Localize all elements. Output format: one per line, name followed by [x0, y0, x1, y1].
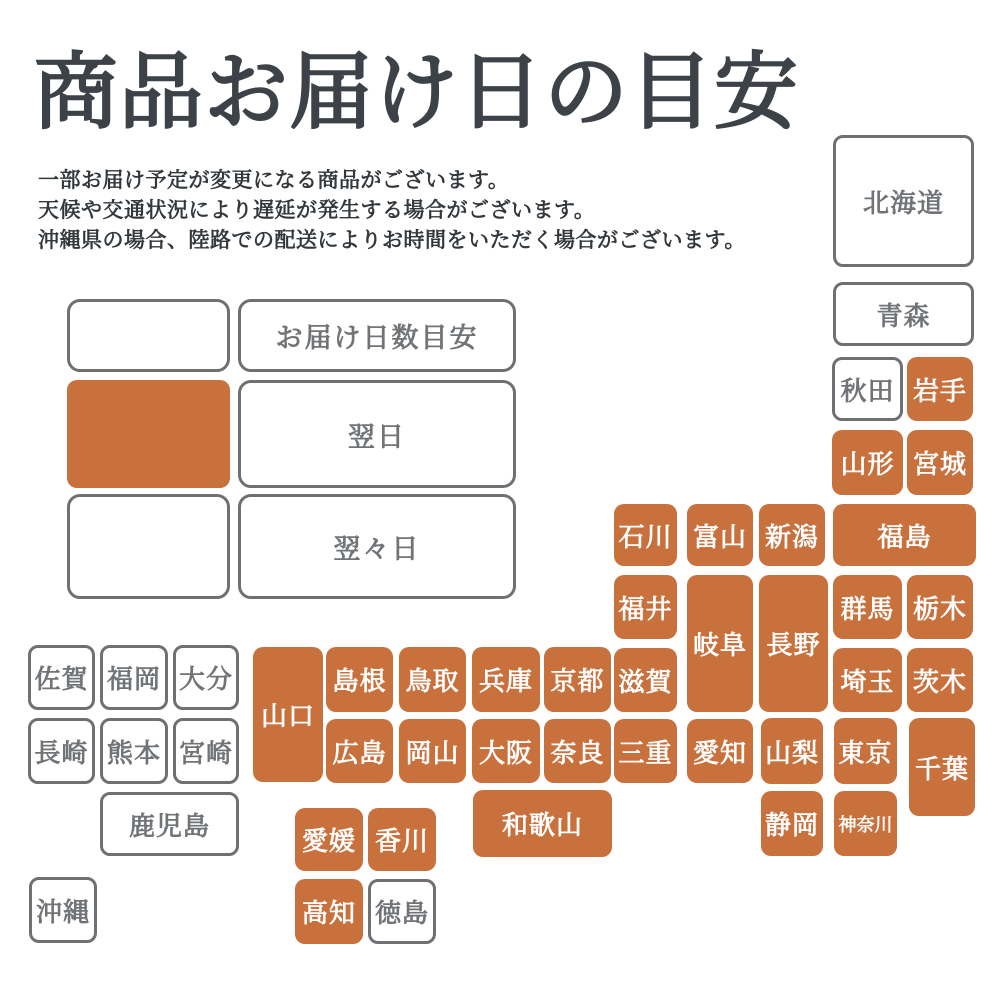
pref-nagasaki: 長崎 — [28, 718, 95, 784]
pref-fukuoka: 福岡 — [100, 645, 168, 710]
description-line-3: 沖縄県の場合、陸路での配送によりお時間をいただく場合がございます。 — [38, 229, 746, 252]
description — [38, 166, 746, 256]
pref-tochigi: 栃木 — [907, 575, 973, 639]
pref-tokyo: 東京 — [834, 718, 897, 784]
pref-gifu: 岐阜 — [687, 575, 753, 712]
pref-ishikawa: 石川 — [614, 504, 677, 566]
pref-toyama: 富山 — [687, 504, 753, 566]
pref-shimane: 島根 — [326, 647, 393, 712]
pref-yamaguchi: 山口 — [253, 647, 323, 782]
pref-oita: 大分 — [173, 645, 239, 710]
pref-aichi: 愛知 — [687, 719, 753, 783]
pref-gunma: 群馬 — [833, 575, 902, 639]
pref-kanagawa: 神奈川 — [834, 791, 897, 856]
pref-aomori: 青森 — [833, 282, 974, 346]
pref-yamanashi: 山梨 — [761, 718, 823, 784]
pref-kagoshima: 鹿児島 — [100, 792, 239, 856]
pref-shiga: 滋賀 — [614, 648, 677, 712]
pref-osaka: 大阪 — [472, 719, 540, 783]
pref-wakayama: 和歌山 — [473, 790, 612, 857]
pref-hokkaido: 北海道 — [833, 135, 974, 267]
pref-yamagata: 山形 — [832, 430, 903, 495]
pref-iwate: 岩手 — [907, 357, 973, 421]
pref-tottori: 鳥取 — [399, 647, 466, 712]
pref-saga: 佐賀 — [28, 645, 95, 710]
pref-nagano: 長野 — [759, 575, 828, 712]
pref-tokushima: 徳島 — [368, 879, 436, 944]
pref-saitama: 埼玉 — [833, 648, 902, 712]
pref-akita: 秋田 — [832, 357, 903, 421]
pref-kyoto: 京都 — [544, 647, 611, 712]
pref-niigata: 新潟 — [759, 504, 825, 566]
pref-ibaraki: 茨木 — [907, 648, 973, 712]
description-line-2: 天候や交通状況により遅延が発生する場合がございます。 — [38, 199, 596, 222]
pref-fukui: 福井 — [614, 575, 677, 639]
pref-kochi: 高知 — [295, 879, 363, 944]
legend-swatch-two-days — [67, 494, 230, 599]
pref-nara: 奈良 — [544, 719, 611, 783]
pref-miyagi: 宮城 — [907, 430, 973, 495]
pref-kumamoto: 熊本 — [100, 718, 168, 784]
legend-two-days-label: 翌々日 — [238, 494, 516, 599]
page-title: 商品お届け日の目安 — [34, 45, 800, 139]
legend-swatch-header — [67, 299, 230, 372]
pref-fukushima: 福島 — [833, 504, 976, 566]
description-line-1: 一部お届け予定が変更になる商品がございます。 — [38, 169, 510, 192]
pref-shizuoka: 静岡 — [761, 791, 823, 856]
pref-ehime: 愛媛 — [295, 808, 363, 871]
pref-mie: 三重 — [614, 719, 677, 783]
legend-next-day-label: 翌日 — [238, 380, 516, 488]
pref-okayama: 岡山 — [399, 719, 466, 783]
pref-hiroshima: 広島 — [326, 719, 393, 783]
pref-miyazaki: 宮崎 — [173, 718, 239, 784]
pref-okinawa: 沖縄 — [29, 877, 97, 943]
legend-header-label: お届け日数目安 — [238, 299, 516, 372]
pref-kagawa: 香川 — [368, 808, 436, 871]
legend-swatch-next-day — [67, 380, 230, 488]
pref-hyogo: 兵庫 — [472, 647, 540, 712]
pref-chiba: 千葉 — [909, 718, 975, 816]
